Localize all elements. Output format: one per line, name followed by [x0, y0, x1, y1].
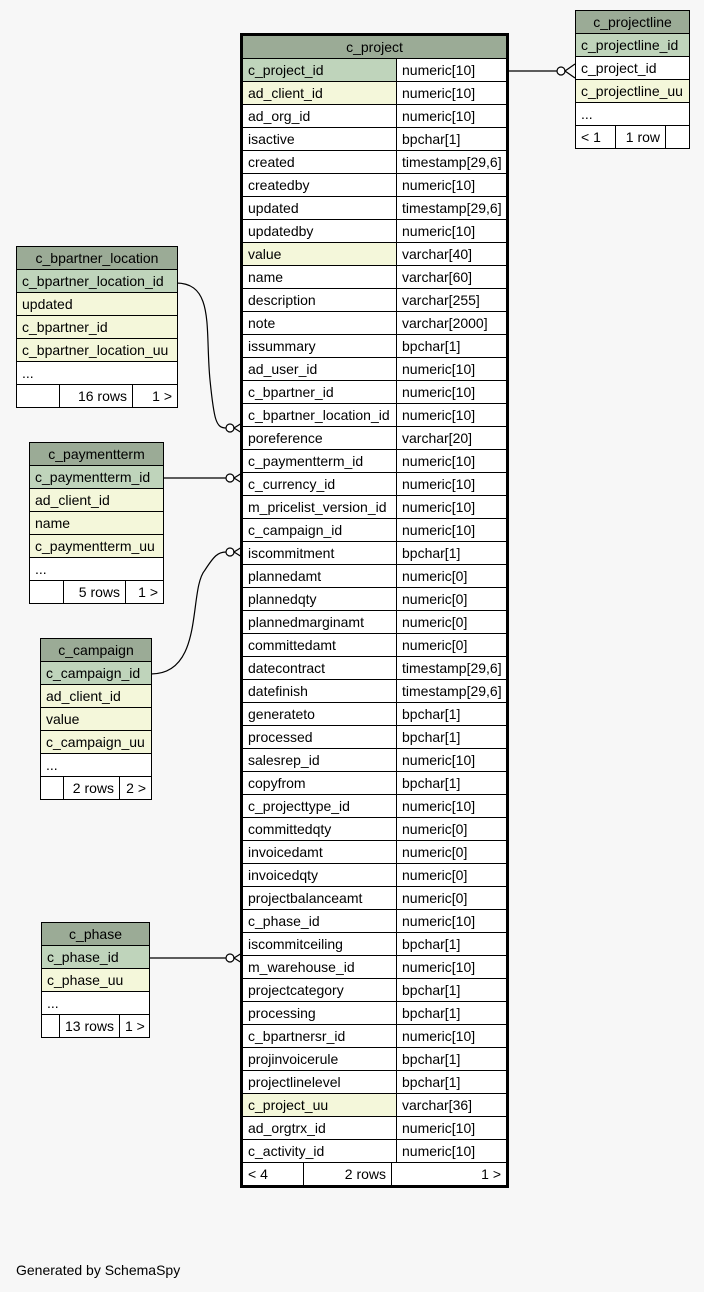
table-row[interactable]	[242, 1117, 508, 1140]
table-row[interactable]	[242, 887, 508, 910]
column-name: projinvoicerule	[242, 1048, 397, 1071]
table-row[interactable]	[17, 339, 178, 362]
table-row[interactable]	[242, 1002, 508, 1025]
table-row[interactable]	[242, 565, 508, 588]
column-name: name	[30, 512, 164, 535]
table-row[interactable]	[242, 979, 508, 1002]
column-name: plannedmarginamt	[242, 611, 397, 634]
column-name: ad_org_id	[242, 105, 397, 128]
c-bpartner-location-table-title[interactable]: c_bpartner_location	[17, 247, 178, 270]
column-type: numeric[10]	[397, 956, 508, 979]
table-row[interactable]	[242, 933, 508, 956]
table-row[interactable]	[242, 105, 508, 128]
table-row[interactable]	[242, 358, 508, 381]
table-footer	[41, 777, 152, 800]
table-row[interactable]	[242, 381, 508, 404]
table-row[interactable]	[42, 992, 150, 1015]
column-name: iscommitceiling	[242, 933, 397, 956]
column-name: ...	[30, 558, 164, 581]
column-type: numeric[10]	[397, 450, 508, 473]
column-type: bpchar[1]	[397, 335, 508, 358]
column-type: numeric[10]	[397, 1025, 508, 1048]
table-row[interactable]	[242, 59, 508, 82]
column-name: iscommitment	[242, 542, 397, 565]
table-row[interactable]	[41, 731, 152, 754]
table-row[interactable]	[242, 519, 508, 542]
table-row[interactable]	[242, 772, 508, 795]
column-name: c_bpartner_id	[242, 381, 397, 404]
table-row[interactable]	[17, 293, 178, 316]
table-row[interactable]	[242, 174, 508, 197]
column-type: varchar[60]	[397, 266, 508, 289]
column-name: plannedqty	[242, 588, 397, 611]
table-row[interactable]	[242, 680, 508, 703]
link-paymentterm-circle	[226, 474, 234, 482]
column-type: numeric[10]	[397, 174, 508, 197]
column-name: projectbalanceamt	[242, 887, 397, 910]
column-type: bpchar[1]	[397, 1002, 508, 1025]
column-name: ad_client_id	[30, 489, 164, 512]
column-type: numeric[10]	[397, 749, 508, 772]
column-name: updated	[17, 293, 178, 316]
column-name: c_bpartner_id	[17, 316, 178, 339]
table-row[interactable]	[242, 1048, 508, 1071]
column-name: c_paymentterm_id	[242, 450, 397, 473]
column-name: generateto	[242, 703, 397, 726]
column-type: bpchar[1]	[397, 1048, 508, 1071]
link-bpartner-location-circle	[226, 424, 234, 432]
column-name: plannedamt	[242, 565, 397, 588]
column-name: c_bpartnersr_id	[242, 1025, 397, 1048]
column-name: value	[41, 708, 152, 731]
parents-count[interactable]	[41, 777, 64, 800]
column-name: ad_user_id	[242, 358, 397, 381]
column-type: numeric[0]	[397, 818, 508, 841]
column-name: c_campaign_id	[41, 662, 152, 685]
column-name: isactive	[242, 128, 397, 151]
row-count: 1 row	[616, 126, 666, 149]
link-phase-circle	[226, 954, 234, 962]
column-name: invoicedamt	[242, 841, 397, 864]
table-row[interactable]	[242, 910, 508, 933]
column-type: bpchar[1]	[397, 933, 508, 956]
table-row[interactable]	[41, 662, 152, 685]
column-name: ...	[41, 754, 152, 777]
column-type: bpchar[1]	[397, 979, 508, 1002]
table-row[interactable]	[242, 243, 508, 266]
column-name: value	[242, 243, 397, 266]
parents-count[interactable]: < 1	[576, 126, 616, 149]
column-type: numeric[10]	[397, 519, 508, 542]
column-name: c_projectline_id	[576, 34, 690, 57]
column-type: numeric[10]	[397, 1117, 508, 1140]
table-row[interactable]	[242, 841, 508, 864]
link-projectline-circle	[557, 67, 565, 75]
table-row[interactable]	[41, 685, 152, 708]
column-name: m_warehouse_id	[242, 956, 397, 979]
column-name: c_projectline_uu	[576, 80, 690, 103]
table-row[interactable]	[242, 1025, 508, 1048]
column-name: ...	[42, 992, 150, 1015]
column-name: c_projecttype_id	[242, 795, 397, 818]
table-row[interactable]	[242, 197, 508, 220]
column-type: numeric[10]	[397, 795, 508, 818]
column-name: c_project_id	[242, 59, 397, 82]
column-type: varchar[255]	[397, 289, 508, 312]
c-bpartner-location-table[interactable]	[16, 246, 178, 408]
table-row[interactable]	[242, 220, 508, 243]
column-type: numeric[0]	[397, 841, 508, 864]
column-name: ...	[17, 362, 178, 385]
table-row[interactable]	[242, 818, 508, 841]
column-type: bpchar[1]	[397, 772, 508, 795]
column-name: c_project_uu	[242, 1094, 397, 1117]
column-name: c_phase_id	[42, 946, 150, 969]
c-projectline-table-title[interactable]: c_projectline	[576, 11, 690, 34]
column-name: created	[242, 151, 397, 174]
table-row[interactable]	[41, 708, 152, 731]
column-name: c_project_id	[576, 57, 690, 80]
row-count: 2 rows	[64, 777, 120, 800]
table-row[interactable]	[242, 956, 508, 979]
c-paymentterm-table[interactable]	[29, 442, 164, 604]
table-row[interactable]	[576, 80, 690, 103]
link-bpartner-location	[176, 283, 226, 428]
column-name: committedqty	[242, 818, 397, 841]
table-row[interactable]	[242, 289, 508, 312]
column-type: numeric[10]	[397, 105, 508, 128]
c-phase-table-title[interactable]: c_phase	[42, 923, 150, 946]
c-campaign-table[interactable]	[40, 638, 152, 800]
table-row[interactable]	[41, 754, 152, 777]
children-count[interactable]: 1 >	[126, 581, 164, 604]
children-count[interactable]: 1 >	[133, 385, 178, 408]
row-count: 13 rows	[60, 1015, 120, 1038]
column-type: bpchar[1]	[397, 128, 508, 151]
table-row[interactable]	[17, 316, 178, 339]
column-name: c_phase_id	[242, 910, 397, 933]
column-type: timestamp[29,6]	[397, 151, 508, 174]
table-row[interactable]	[242, 1071, 508, 1094]
table-row[interactable]	[242, 335, 508, 358]
table-footer	[42, 1015, 150, 1038]
column-name: poreference	[242, 427, 397, 450]
c-project-table-title[interactable]: c_project	[242, 35, 508, 59]
column-name: ad_orgtrx_id	[242, 1117, 397, 1140]
table-footer	[576, 126, 690, 149]
column-type: numeric[10]	[397, 1140, 508, 1163]
column-name: name	[242, 266, 397, 289]
table-row[interactable]	[30, 558, 164, 581]
table-footer-cell	[242, 1163, 508, 1187]
table-row[interactable]	[30, 489, 164, 512]
row-count: 16 rows	[60, 385, 133, 408]
column-name: c_paymentterm_uu	[30, 535, 164, 558]
column-type: numeric[10]	[397, 82, 508, 105]
column-name: description	[242, 289, 397, 312]
column-name: processing	[242, 1002, 397, 1025]
table-row[interactable]	[242, 588, 508, 611]
column-name: copyfrom	[242, 772, 397, 795]
column-name: ad_client_id	[41, 685, 152, 708]
parents-count[interactable]	[30, 581, 64, 604]
column-type: numeric[10]	[397, 496, 508, 519]
table-row[interactable]	[42, 946, 150, 969]
table-footer	[242, 1163, 508, 1187]
table-row[interactable]	[242, 496, 508, 519]
column-name: processed	[242, 726, 397, 749]
column-name: c_paymentterm_id	[30, 466, 164, 489]
column-name: ...	[576, 103, 690, 126]
table-row[interactable]	[17, 270, 178, 293]
table-row[interactable]	[242, 450, 508, 473]
column-name: salesrep_id	[242, 749, 397, 772]
children-count[interactable]: 2 >	[120, 777, 152, 800]
column-type: numeric[0]	[397, 634, 508, 657]
column-type: bpchar[1]	[397, 1071, 508, 1094]
column-type: numeric[10]	[397, 358, 508, 381]
table-row[interactable]	[242, 128, 508, 151]
column-type: numeric[0]	[397, 887, 508, 910]
table-footer	[30, 581, 164, 604]
column-type: numeric[10]	[397, 404, 508, 427]
table-row[interactable]	[17, 362, 178, 385]
table-row[interactable]	[30, 466, 164, 489]
table-row[interactable]	[576, 103, 690, 126]
column-type: numeric[0]	[397, 588, 508, 611]
column-name: m_pricelist_version_id	[242, 496, 397, 519]
column-name: datecontract	[242, 657, 397, 680]
column-name: updated	[242, 197, 397, 220]
table-row[interactable]	[242, 404, 508, 427]
table-row[interactable]	[242, 611, 508, 634]
column-type: varchar[40]	[397, 243, 508, 266]
column-name: c_bpartner_location_uu	[17, 339, 178, 362]
column-name: invoicedqty	[242, 864, 397, 887]
column-type: timestamp[29,6]	[397, 197, 508, 220]
link-campaign-circle	[226, 548, 234, 556]
table-row[interactable]	[576, 34, 690, 57]
table-row[interactable]	[242, 542, 508, 565]
row-count: 2 rows	[304, 1163, 392, 1185]
table-row[interactable]	[242, 266, 508, 289]
parents-count[interactable]: < 4	[243, 1163, 304, 1185]
column-type: timestamp[29,6]	[397, 680, 508, 703]
table-row[interactable]	[242, 795, 508, 818]
c-project-table[interactable]	[240, 33, 509, 1188]
column-type: numeric[0]	[397, 565, 508, 588]
column-name: c_campaign_uu	[41, 731, 152, 754]
column-type: bpchar[1]	[397, 542, 508, 565]
column-type: numeric[10]	[397, 59, 508, 82]
children-count[interactable]: 1 >	[481, 1166, 501, 1182]
table-row[interactable]	[242, 1094, 508, 1117]
c-projectline-table[interactable]	[575, 10, 690, 149]
column-name: c_campaign_id	[242, 519, 397, 542]
link-projectline-crowfoot	[565, 64, 575, 78]
column-name: note	[242, 312, 397, 335]
column-name: c_bpartner_location_id	[242, 404, 397, 427]
table-row[interactable]	[576, 57, 690, 80]
table-footer	[17, 385, 178, 408]
column-type: bpchar[1]	[397, 703, 508, 726]
table-row[interactable]	[242, 82, 508, 105]
column-name: projectcategory	[242, 979, 397, 1002]
table-row[interactable]	[242, 634, 508, 657]
column-name: c_activity_id	[242, 1140, 397, 1163]
table-row[interactable]	[30, 535, 164, 558]
column-name: ad_client_id	[242, 82, 397, 105]
column-name: issummary	[242, 335, 397, 358]
column-name: datefinish	[242, 680, 397, 703]
table-row[interactable]	[242, 726, 508, 749]
table-row[interactable]	[242, 1140, 508, 1163]
children-count[interactable]: 1 >	[120, 1015, 150, 1038]
generated-by-text: Generated by SchemaSpy	[16, 1262, 181, 1278]
column-name: c_bpartner_location_id	[17, 270, 178, 293]
column-type: varchar[20]	[397, 427, 508, 450]
table-row[interactable]	[242, 864, 508, 887]
column-type: numeric[10]	[397, 220, 508, 243]
column-name: committedamt	[242, 634, 397, 657]
column-type: numeric[0]	[397, 864, 508, 887]
column-type: numeric[0]	[397, 611, 508, 634]
column-type: varchar[36]	[397, 1094, 508, 1117]
column-name: c_currency_id	[242, 473, 397, 496]
children-count[interactable]	[666, 126, 690, 149]
c-phase-table[interactable]	[41, 922, 150, 1038]
parents-count[interactable]	[17, 385, 60, 408]
column-name: updatedby	[242, 220, 397, 243]
table-row[interactable]	[242, 749, 508, 772]
column-name: c_phase_uu	[42, 969, 150, 992]
column-name: createdby	[242, 174, 397, 197]
table-row[interactable]	[242, 312, 508, 335]
table-row[interactable]	[242, 703, 508, 726]
column-name: projectlinelevel	[242, 1071, 397, 1094]
parents-count[interactable]	[42, 1015, 60, 1038]
table-row[interactable]	[242, 151, 508, 174]
column-type: numeric[10]	[397, 381, 508, 404]
c-paymentterm-table-title[interactable]: c_paymentterm	[30, 443, 164, 466]
column-type: bpchar[1]	[397, 726, 508, 749]
table-row[interactable]	[30, 512, 164, 535]
table-row[interactable]	[242, 657, 508, 680]
table-row[interactable]	[42, 969, 150, 992]
table-row[interactable]	[242, 427, 508, 450]
c-campaign-table-title[interactable]: c_campaign	[41, 639, 152, 662]
row-count: 5 rows	[64, 581, 126, 604]
table-row[interactable]	[242, 473, 508, 496]
column-type: timestamp[29,6]	[397, 657, 508, 680]
column-type: numeric[10]	[397, 473, 508, 496]
column-type: varchar[2000]	[397, 312, 508, 335]
column-type: numeric[10]	[397, 910, 508, 933]
